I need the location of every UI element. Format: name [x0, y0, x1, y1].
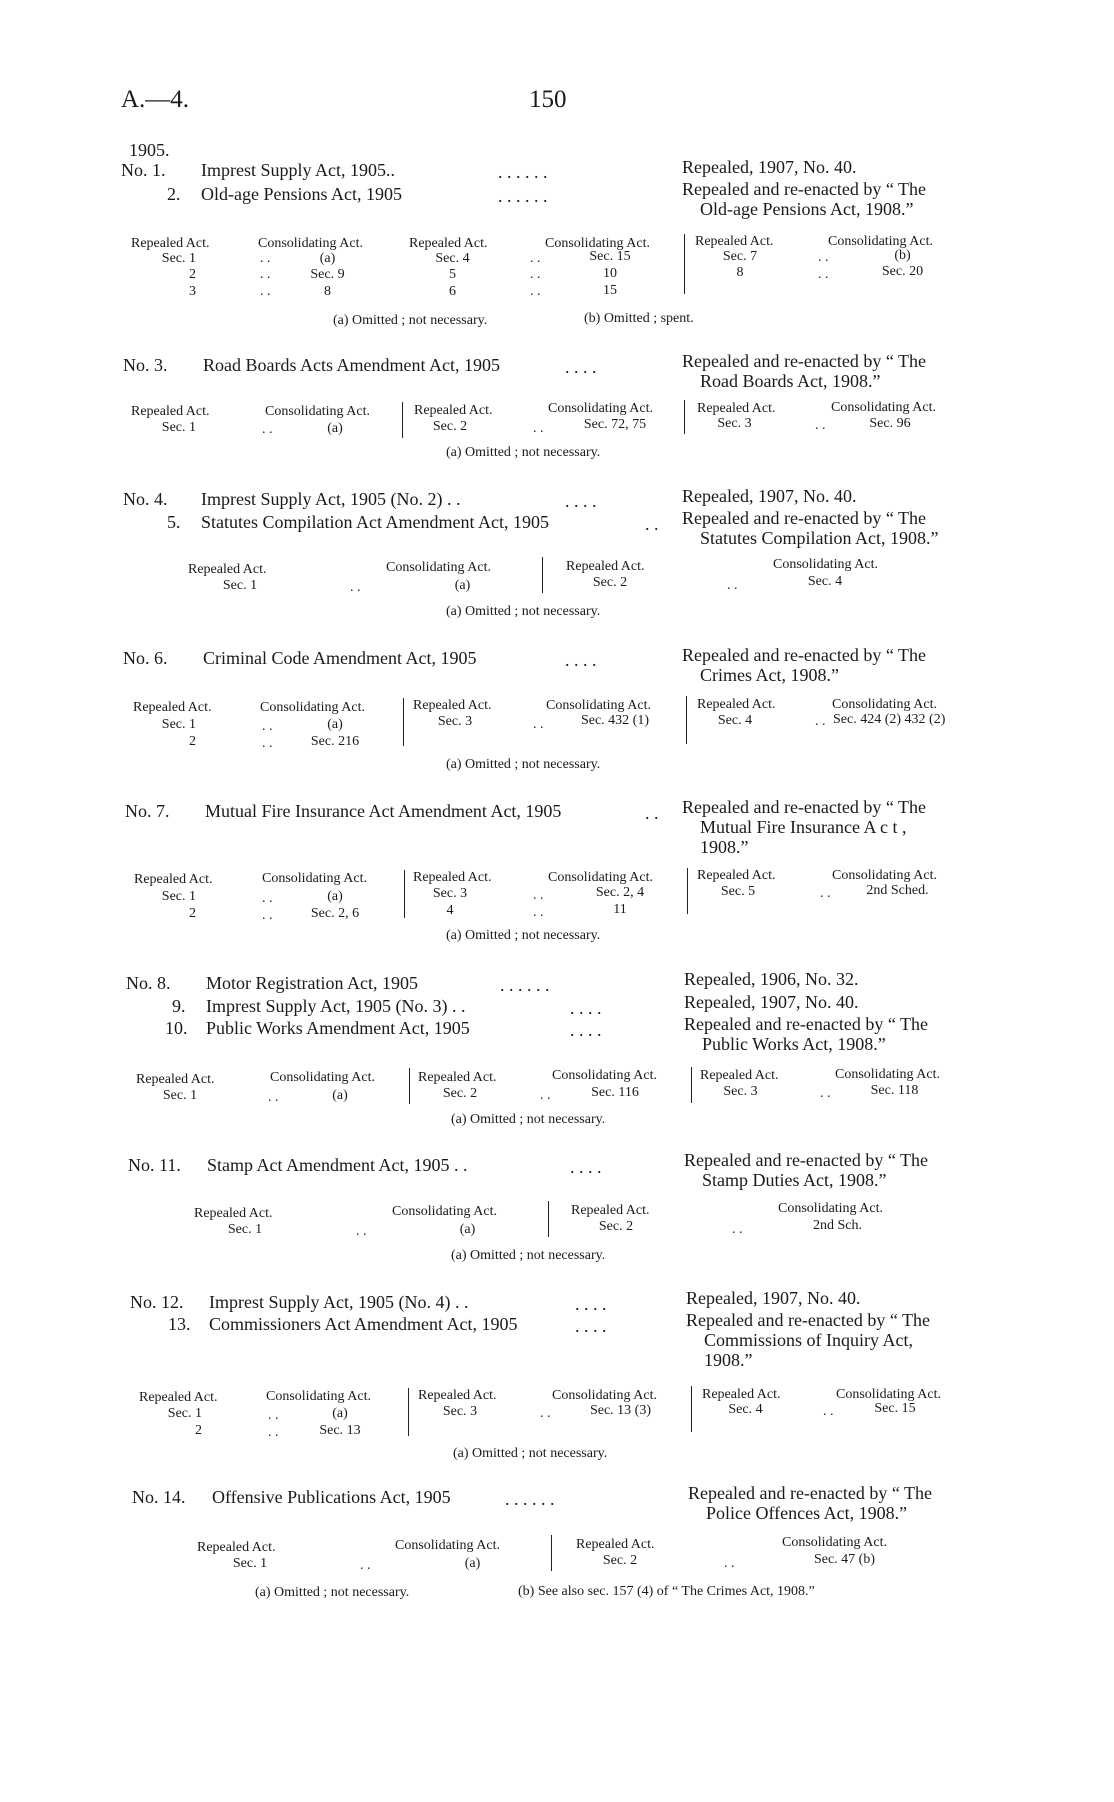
entry-status: Repealed and re-enacted by “ The	[684, 1150, 929, 1170]
repealed-section: Sec. 1	[232, 1556, 268, 1571]
repealed-header: Repealed Act.	[566, 559, 645, 574]
leader-dots: . .	[818, 267, 829, 282]
repealed-header: Repealed Act.	[418, 1070, 497, 1085]
leader-dots: . .	[815, 714, 826, 729]
entry-title: Imprest Supply Act, 1905..	[201, 160, 395, 180]
repealed-section: 6	[449, 284, 456, 299]
entry-number: No. 6.	[123, 648, 168, 668]
consolidating-header: Consolidating Act.	[552, 1068, 657, 1083]
year-heading: 1905.	[129, 140, 170, 160]
entry-status-cont: Crimes Act, 1908.”	[700, 665, 839, 685]
entry-status: Repealed and re-enacted by “ The	[684, 1014, 929, 1034]
leader-dots: . .	[815, 418, 826, 433]
entry-title: Road Boards Acts Amendment Act, 1905	[203, 355, 500, 375]
repealed-section: 2	[189, 734, 196, 749]
consolidating-section: Sec. 216	[310, 734, 360, 749]
repealed-header: Repealed Act.	[414, 403, 493, 418]
consolidating-section: Sec. 15	[874, 1401, 916, 1416]
consolidating-section: (a)	[332, 1088, 348, 1103]
leader-dots: . .	[540, 1088, 551, 1103]
entry-title: Mutual Fire Insurance Act Amendment Act, 1905	[205, 801, 562, 821]
consolidating-section: (b)	[894, 248, 911, 263]
leader-dots: . .	[533, 421, 544, 436]
leader-dots: . . . .	[565, 650, 597, 670]
footnote: (b) See also sec. 157 (4) of “ The Crimes Act, 1908.”	[518, 1584, 815, 1599]
entry-status-cont: Police Offences Act, 1908.”	[706, 1503, 908, 1523]
consolidating-section: (a)	[319, 251, 336, 266]
consolidating-header: Consolidating Act.	[773, 557, 878, 572]
consolidating-section: Sec. 432 (1)	[580, 713, 650, 728]
consolidating-header: Consolidating Act.	[552, 1388, 657, 1403]
entry-status-cont: Commissions of Inquiry Act,	[704, 1330, 914, 1350]
column-divider	[691, 1386, 692, 1432]
consolidating-header: Consolidating Act.	[548, 870, 653, 885]
consolidating-section: (a)	[327, 889, 343, 904]
consolidating-section: (a)	[464, 1556, 481, 1571]
consolidating-header: Consolidating Act.	[266, 1389, 371, 1404]
consolidating-section: Sec. 4	[807, 574, 843, 589]
consolidating-section: 10	[603, 266, 617, 281]
consolidating-header: Consolidating Act.	[831, 400, 936, 415]
repealed-section: Sec. 4	[435, 251, 470, 266]
consolidating-section: 2nd Sched.	[866, 883, 929, 898]
repealed-section: 2	[195, 1423, 202, 1438]
repealed-section: Sec. 1	[167, 1406, 202, 1421]
consolidating-header: Consolidating Act.	[835, 1067, 940, 1082]
repealed-section: 2	[189, 906, 196, 921]
leader-dots: . . . . . .	[498, 186, 548, 206]
footnote: (a) Omitted ; not necessary.	[446, 928, 601, 943]
leader-dots: . . . . . .	[505, 1489, 555, 1509]
entry-status-cont: 1908.”	[704, 1350, 753, 1370]
leader-dots: . .	[530, 251, 541, 266]
entry-number: No. 8.	[126, 973, 171, 993]
consolidating-section: Sec. 2, 6	[310, 906, 360, 921]
consolidating-header: Consolidating Act.	[836, 1387, 941, 1402]
footnote: (a) Omitted ; not necessary.	[446, 604, 601, 619]
leader-dots: . . . .	[575, 1294, 607, 1314]
repealed-header: Repealed Act.	[197, 1540, 276, 1555]
consolidating-section: 15	[603, 283, 617, 298]
entry-title: Old-age Pensions Act, 1905	[201, 184, 402, 204]
entry-status-cont: Statutes Compilation Act, 1908.”	[700, 528, 939, 548]
repealed-section: Sec. 1	[161, 717, 196, 732]
leader-dots: . .	[823, 1404, 834, 1419]
consolidating-header: Consolidating Act.	[778, 1201, 883, 1216]
repealed-header: Repealed Act.	[133, 700, 212, 715]
leader-dots: . . . .	[565, 357, 597, 377]
consolidating-header: Consolidating Act.	[782, 1535, 887, 1550]
column-divider	[684, 234, 685, 294]
footnote: (b) Omitted ; spent.	[584, 311, 694, 326]
consolidating-section: Sec. 15	[589, 249, 631, 264]
consolidating-header: Consolidating Act.	[395, 1538, 500, 1553]
leader-dots: . . . .	[570, 998, 602, 1018]
leader-dots: . .	[260, 251, 271, 266]
consolidating-header: Consolidating Act.	[262, 871, 367, 886]
repealed-section: Sec. 3	[442, 1404, 478, 1419]
entry-number: 10.	[165, 1018, 188, 1038]
entry-status: Repealed and re-enacted by “ The	[682, 797, 927, 817]
entry-number: 2.	[167, 184, 181, 204]
leader-dots: . .	[262, 422, 273, 437]
repealed-header: Repealed Act.	[188, 562, 267, 577]
footnote: (a) Omitted ; not necessary.	[446, 445, 601, 460]
entry-number: 5.	[167, 512, 181, 532]
column-divider	[551, 1535, 552, 1571]
leader-dots: . .	[268, 1090, 279, 1105]
column-divider	[687, 868, 688, 914]
repealed-section: Sec. 1	[222, 578, 258, 593]
consolidating-section: Sec. 13	[319, 1423, 361, 1438]
entry-number: No. 12.	[130, 1292, 184, 1312]
entry-number: No. 3.	[123, 355, 168, 375]
consolidating-section: 2nd Sch.	[813, 1218, 862, 1233]
leader-dots: . .	[820, 886, 831, 901]
repealed-header: Repealed Act.	[131, 404, 210, 419]
consolidating-header: Consolidating Act.	[265, 404, 370, 419]
repealed-section: Sec. 2	[442, 1086, 478, 1101]
repealed-header: Repealed Act.	[571, 1203, 650, 1218]
entry-status: Repealed, 1907, No. 40.	[686, 1288, 861, 1308]
consolidating-header: Consolidating Act.	[546, 698, 651, 713]
entry-title: Public Works Amendment Act, 1905	[206, 1018, 470, 1038]
consolidating-header: Consolidating Act.	[832, 868, 937, 883]
repealed-header: Repealed Act.	[695, 234, 774, 249]
consolidating-section: Sec. 96	[869, 416, 911, 431]
leader-dots: . .	[820, 1086, 831, 1101]
repealed-section: Sec. 3	[437, 714, 473, 729]
leader-dots: . .	[268, 1425, 279, 1440]
repealed-header: Repealed Act.	[413, 870, 492, 885]
repealed-section: Sec. 7	[722, 249, 758, 264]
entry-title: Imprest Supply Act, 1905 (No. 2) . .	[201, 489, 461, 509]
leader-dots: . .	[262, 736, 273, 751]
leader-dots: . . . .	[570, 1020, 602, 1040]
consolidating-section: (a)	[459, 1222, 476, 1237]
column-divider	[409, 1068, 410, 1104]
consolidating-header: Consolidating Act.	[260, 700, 365, 715]
repealed-section: Sec. 2	[592, 575, 628, 590]
leader-dots: . . . .	[570, 1157, 602, 1177]
repealed-section: 4	[446, 903, 454, 918]
repealed-header: Repealed Act.	[697, 401, 776, 416]
consolidating-section: Sec. 118	[870, 1083, 919, 1098]
leader-dots: . .	[533, 905, 544, 920]
column-divider	[404, 870, 405, 918]
repealed-section: Sec. 1	[161, 251, 196, 266]
entry-title: Commissioners Act Amendment Act, 1905	[209, 1314, 518, 1334]
leader-dots: . . . . . .	[498, 162, 548, 182]
entry-title: Criminal Code Amendment Act, 1905	[203, 648, 477, 668]
repealed-section: Sec. 1	[227, 1222, 263, 1237]
entry-status: Repealed and re-enacted by “ The	[686, 1310, 931, 1330]
footnote: (a) Omitted ; not necessary.	[255, 1585, 410, 1600]
repealed-section: Sec. 3	[717, 416, 752, 431]
entry-status: Repealed, 1907, No. 40.	[682, 157, 857, 177]
entry-status: Repealed, 1906, No. 32.	[684, 969, 859, 989]
leader-dots: . .	[260, 284, 271, 299]
footnote: (a) Omitted ; not necessary.	[451, 1248, 606, 1263]
footnote: (a) Omitted ; not necessary.	[446, 757, 601, 772]
leader-dots: . .	[350, 580, 361, 595]
entry-title: Imprest Supply Act, 1905 (No. 4) . .	[209, 1292, 469, 1312]
repealed-header: Repealed Act.	[139, 1390, 218, 1405]
entry-number: No. 7.	[125, 801, 170, 821]
repealed-section: 8	[736, 265, 744, 280]
consolidating-header: Consolidating Act.	[258, 236, 363, 251]
consolidating-header: Consolidating Act.	[545, 236, 650, 251]
entry-number: 13.	[168, 1314, 191, 1334]
leader-dots: . .	[645, 514, 659, 534]
consolidating-section: (a)	[454, 578, 471, 593]
entry-status-cont: Public Works Act, 1908.”	[702, 1034, 886, 1054]
repealed-header: Repealed Act.	[576, 1537, 655, 1552]
repealed-header: Repealed Act.	[697, 697, 776, 712]
entry-title: Statutes Compilation Act Amendment Act, 1905	[201, 512, 549, 532]
column-divider	[402, 402, 403, 438]
leader-dots: . .	[727, 578, 738, 593]
leader-dots: . . . . . .	[500, 975, 550, 995]
consolidating-section: Sec. 47 (b)	[813, 1552, 876, 1567]
column-divider	[691, 1067, 692, 1103]
repealed-header: Repealed Act.	[131, 236, 210, 251]
consolidating-header: Consolidating Act.	[832, 697, 937, 712]
entry-status: Repealed, 1907, No. 40.	[682, 486, 857, 506]
column-divider	[684, 400, 685, 434]
consolidating-header: Consolidating Act.	[548, 401, 653, 416]
leader-dots: . . . .	[575, 1316, 607, 1336]
column-divider	[408, 1388, 409, 1436]
consolidating-section: 8	[324, 284, 331, 299]
entry-number: No. 4.	[123, 489, 168, 509]
column-divider	[686, 696, 687, 744]
consolidating-header: Consolidating Act.	[392, 1204, 497, 1219]
consolidating-header: Consolidating Act.	[386, 560, 491, 575]
entry-title: Stamp Act Amendment Act, 1905 . .	[207, 1155, 468, 1175]
repealed-section: Sec. 2	[602, 1553, 638, 1568]
leader-dots: . .	[262, 908, 273, 923]
repealed-section: Sec. 4	[717, 713, 753, 728]
repealed-section: Sec. 1	[161, 420, 196, 435]
entry-status: Repealed and re-enacted by “ The	[682, 179, 927, 199]
consolidating-section: (a)	[327, 717, 343, 732]
repealed-section: 3	[189, 284, 196, 299]
repealed-section: Sec. 3	[723, 1084, 758, 1099]
entry-status: Repealed and re-enacted by “ The	[682, 645, 927, 665]
entry-status-cont: Old-age Pensions Act, 1908.”	[700, 199, 914, 219]
leader-dots: . .	[533, 717, 544, 732]
leader-dots: . .	[262, 719, 273, 734]
leader-dots: . . . .	[565, 491, 597, 511]
repealed-header: Repealed Act.	[194, 1206, 273, 1221]
repealed-section: Sec. 1	[162, 1088, 198, 1103]
repealed-section: 5	[449, 267, 456, 282]
entry-number: No. 1.	[121, 160, 166, 180]
repealed-header: Repealed Act.	[409, 236, 488, 251]
entry-title: Offensive Publications Act, 1905	[212, 1487, 451, 1507]
column-divider	[542, 557, 543, 593]
leader-dots: . .	[268, 1408, 279, 1423]
repealed-section: Sec. 4	[728, 1402, 763, 1417]
entry-title: Imprest Supply Act, 1905 (No. 3) . .	[206, 996, 466, 1016]
repealed-header: Repealed Act.	[134, 872, 213, 887]
entry-status-cont: 1908.”	[700, 837, 749, 857]
consolidating-section: Sec. 9	[310, 267, 345, 282]
repealed-header: Repealed Act.	[700, 1068, 779, 1083]
entry-number: No. 11.	[128, 1155, 181, 1175]
consolidating-header: Consolidating Act.	[828, 234, 933, 249]
repealed-header: Repealed Act.	[136, 1072, 215, 1087]
consolidating-section: Sec. 13 (3)	[589, 1403, 652, 1418]
leader-dots: . .	[732, 1222, 743, 1237]
repealed-section: Sec. 3	[432, 886, 468, 901]
footnote: (a) Omitted ; not necessary.	[333, 313, 488, 328]
leader-dots: . .	[530, 284, 541, 299]
leader-dots: . .	[260, 267, 271, 282]
repealed-section: Sec. 5	[720, 884, 756, 899]
leader-dots: . .	[540, 1406, 551, 1421]
repealed-section: Sec. 1	[161, 889, 196, 904]
entry-status: Repealed, 1907, No. 40.	[684, 992, 859, 1012]
column-divider	[403, 698, 404, 746]
consolidating-section: Sec. 116	[591, 1085, 639, 1100]
consolidating-section: 11	[613, 902, 627, 917]
repealed-header: Repealed Act.	[697, 868, 776, 883]
page-number: 150	[529, 86, 567, 113]
consolidating-section: Sec. 72, 75	[583, 417, 647, 432]
leader-dots: . .	[724, 1556, 735, 1571]
consolidating-section: Sec. 20	[881, 264, 924, 279]
consolidating-section: Sec. 424 (2) 432 (2)	[833, 712, 946, 727]
column-divider	[548, 1201, 549, 1237]
leader-dots: . .	[533, 888, 544, 903]
leader-dots: . .	[530, 267, 541, 282]
leader-dots: . .	[645, 803, 659, 823]
entry-status-cont: Mutual Fire Insurance A c t ,	[700, 817, 907, 837]
entry-title: Motor Registration Act, 1905	[206, 973, 418, 993]
entry-number: 9.	[172, 996, 186, 1016]
consolidating-section: Sec. 2, 4	[595, 885, 645, 900]
entry-status-cont: Road Boards Act, 1908.”	[700, 371, 881, 391]
repealed-header: Repealed Act.	[702, 1387, 781, 1402]
leader-dots: . .	[356, 1224, 367, 1239]
repealed-section: Sec. 2	[598, 1219, 634, 1234]
footnote: (a) Omitted ; not necessary.	[451, 1112, 606, 1127]
consolidating-section: (a)	[332, 1406, 348, 1421]
document-reference: A.—4.	[121, 86, 190, 113]
leader-dots: . .	[818, 250, 829, 265]
repealed-header: Repealed Act.	[413, 698, 492, 713]
leader-dots: . .	[262, 891, 273, 906]
repealed-header: Repealed Act.	[418, 1388, 497, 1403]
repealed-section: Sec. 2	[432, 419, 468, 434]
footnote: (a) Omitted ; not necessary.	[453, 1446, 608, 1461]
entry-status-cont: Stamp Duties Act, 1908.”	[702, 1170, 887, 1190]
consolidating-section: (a)	[327, 421, 343, 436]
repealed-section: 2	[189, 267, 196, 282]
leader-dots: . .	[360, 1558, 371, 1573]
consolidating-header: Consolidating Act.	[270, 1070, 375, 1085]
entry-status: Repealed and re-enacted by “ The	[682, 508, 927, 528]
entry-status: Repealed and re-enacted by “ The	[688, 1483, 933, 1503]
entry-number: No. 14.	[132, 1487, 186, 1507]
entry-status: Repealed and re-enacted by “ The	[682, 351, 927, 371]
